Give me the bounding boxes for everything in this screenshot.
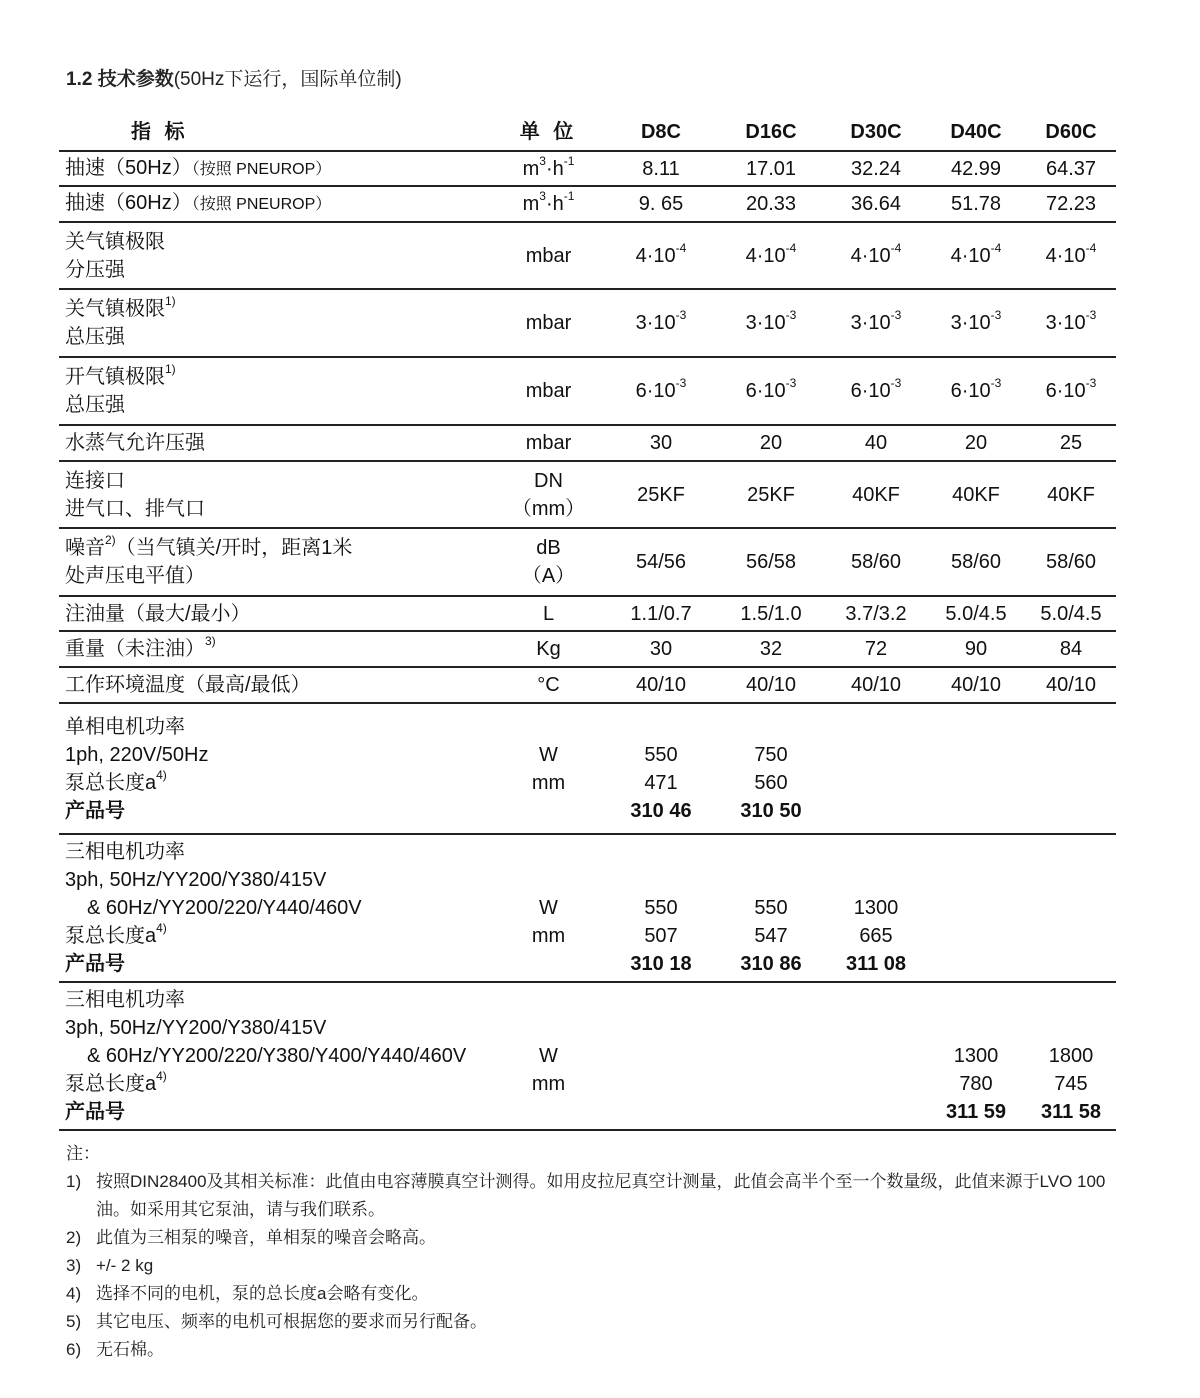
table-row [59,528,1116,596]
row-value: 550 547 310 86 [740,897,802,975]
notes-section [66,1140,1116,1364]
row-value: 40/10 [950,674,1002,696]
row-value: $3\cdot 10^{-3}$ [950,308,1002,334]
row-value: 3.7/3.2 [845,602,907,625]
note-item: 4) 选择不同的电机，泵的总长度a会略有变化。 [66,1284,429,1303]
row-unit: Kg [536,638,561,660]
row-value: 58/60 [850,551,902,573]
row-value: 750 560 310 50 [740,743,802,822]
row-value: $6\cdot 10^{-3}$ [635,376,687,402]
row-value: $3\cdot 10^{-3}$ [1045,308,1097,334]
row-value: 72.23 [1045,193,1097,215]
row-value [926,703,1026,834]
row-value: 40 [864,432,888,454]
row-value: 25KF [747,483,795,506]
row-label: 三相电机功率 3ph, 50Hz/YY200/Y380/415V & 60Hz/YY200/220/Y440/460V 泵总长度$a^{4)}$ 产品号 [65,841,362,975]
row-unit: mbar [525,432,572,454]
row-value: 30 [649,638,673,660]
row-value: 90 [964,638,988,660]
table-row [59,461,1116,528]
row-label: 开气镇极限$^{1)}$ 总压强 [65,362,176,416]
table-row [59,667,1116,703]
row-unit: dB （A） [521,537,576,587]
note-item: 2) 此值为三相泵的噪音，单相泵的噪音会略高。 [66,1228,436,1247]
row-value [716,982,826,1130]
row-unit: W mm [531,743,566,794]
row-value: 40KF [1047,483,1095,506]
row-value [826,703,926,834]
row-value [926,834,1026,982]
row-label: 关气镇极限$^{1)}$ 总压强 [65,294,176,348]
table-row [59,596,1116,631]
table-row [59,151,1116,186]
section-subtitle: (50Hz下运行，国际单位制) [173,69,402,90]
header-model: D16C [745,120,797,143]
row-value: 550 471 310 46 [630,743,692,822]
row-value: 32 [759,638,783,660]
notes-title: 注： [66,1144,100,1163]
row-value [826,982,926,1130]
row-value: $4\cdot 10^{-4}$ [1045,240,1097,267]
row-value: 58/60 [1045,551,1097,573]
row-value: 40/10 [745,674,797,696]
row-value: 32.24 [850,157,902,180]
table-row-motor-single [59,703,1116,834]
row-value: 40KF [852,483,900,506]
row-value: 1.1/0.7 [630,602,692,625]
table-header-row [59,107,1116,151]
row-value: 9. 65 [638,193,684,215]
row-value: $3\cdot 10^{-3}$ [635,308,687,334]
spec-table [59,107,1116,1131]
row-value: 5.0/4.5 [945,602,1007,625]
row-unit: $m^3\cdot h^{-1}$ [522,153,575,180]
row-value: 1.5/1.0 [740,602,802,625]
row-value: 40/10 [635,674,687,696]
note-item: 1) 按照DIN28400及其相关标准：此值由电容薄膜真空计测得。如用皮拉尼真空计测量，此值会高半个至一个数量级，此值来源于LVO 100油。如采用其它泵油，请与我们联系。 [66,1172,1106,1219]
row-value: 20 [759,432,783,454]
row-value: $4\cdot 10^{-4}$ [745,240,797,267]
row-label: 工作环境温度（最高/最低） [65,674,311,696]
row-value: $6\cdot 10^{-3}$ [950,376,1002,402]
row-value: $3\cdot 10^{-3}$ [850,308,902,334]
row-unit: °C [537,674,560,696]
row-label: 重量（未注油）$^{3)}$ [65,634,216,660]
row-value: $3\cdot 10^{-3}$ [745,308,797,334]
row-value: 1300 780 311 59 [945,1045,1007,1123]
row-value: 58/60 [950,551,1002,573]
table-row-motor-three [59,834,1116,982]
header-unit: 单 位 [519,120,578,143]
row-value: 51.78 [950,193,1002,215]
row-unit: DN （mm） [511,469,586,520]
table-row-motor-three [59,982,1116,1130]
row-value: 25 [1059,432,1083,454]
note-item: 3) +/- 2 kg [66,1256,154,1275]
row-value [1026,703,1116,834]
row-unit: L [542,602,555,625]
row-value: 40/10 [1045,674,1097,696]
row-unit: W mm [531,897,566,947]
header-indicator: 指 标 [131,120,189,143]
row-label: 水蒸气允许压强 [65,432,205,454]
row-label: 单相电机功率 1ph, 220V/50Hz 泵总长度$a^{4)}$ 产品号 [65,715,209,822]
row-value [606,982,716,1130]
row-value: 64.37 [1045,157,1097,180]
row-label: 抽速（50Hz）（按照 PNEUROP） [65,156,332,179]
header-model: D30C [850,120,902,143]
header-model: D60C [1045,120,1097,143]
row-label: 三相电机功率 3ph, 50Hz/YY200/Y380/415V & 60Hz/YY200/220/Y380/Y400/Y440/460V 泵总长度$a^{4)}$ 产品号 [65,989,467,1123]
row-value: 20 [964,432,988,454]
row-value: 72 [864,638,888,660]
table-row [59,222,1116,289]
row-value: 84 [1059,638,1083,660]
row-value: 56/58 [745,551,797,573]
row-unit: $m^3\cdot h^{-1}$ [522,189,575,215]
row-value: 42.99 [950,157,1002,180]
row-value: 17.01 [745,157,797,180]
section-title: 技术参数 [97,69,174,90]
row-value [1026,834,1116,982]
row-unit: mbar [525,380,572,402]
row-label: 抽速（60Hz）（按照 PNEUROP） [65,192,332,214]
table-row [59,425,1116,461]
table-row [59,186,1116,222]
row-value: 20.33 [745,193,797,215]
note-item: 6) 无石棉。 [66,1340,164,1359]
row-value: 1300 665 311 08 [845,897,907,975]
header-model: D40C [950,120,1002,143]
row-value: 40/10 [850,674,902,696]
section-number: 1.2 [66,69,93,90]
row-value: 8.11 [642,157,680,180]
note-item: 5) 其它电压、频率的电机可根据您的要求而另行配备。 [66,1312,487,1331]
row-value: 25KF [637,483,685,506]
row-value: $4\cdot 10^{-4}$ [850,240,902,267]
row-label: 关气镇极限 分压强 [65,230,165,281]
row-value: 550 507 310 18 [630,897,692,975]
row-unit: W mm [531,1045,566,1095]
row-unit: mbar [525,244,572,267]
row-value: 1800 745 311 58 [1040,1045,1102,1123]
row-label: 连接口 进气口、排气口 [65,469,205,520]
row-value: $6\cdot 10^{-3}$ [1045,376,1097,402]
row-value: 40KF [952,483,1000,506]
row-label: 噪音$^{2)}$（当气镇关/开时，距离1米 处声压电平值） [65,533,353,587]
row-value: $4\cdot 10^{-4}$ [950,240,1002,267]
row-value: 36.64 [850,193,902,215]
row-value: $6\cdot 10^{-3}$ [745,376,797,402]
row-value: 30 [649,432,673,454]
table-row [59,631,1116,667]
row-label: 注油量（最大/最小） [65,602,251,625]
row-value: 54/56 [635,551,687,573]
table-row [59,289,1116,357]
table-row [59,357,1116,425]
row-value: 5.0/4.5 [1040,602,1102,625]
row-value: $4\cdot 10^{-4}$ [635,240,687,267]
row-unit: mbar [525,312,572,334]
row-value: $6\cdot 10^{-3}$ [850,376,902,402]
header-model: D8C [640,120,681,143]
section-heading [66,64,402,91]
